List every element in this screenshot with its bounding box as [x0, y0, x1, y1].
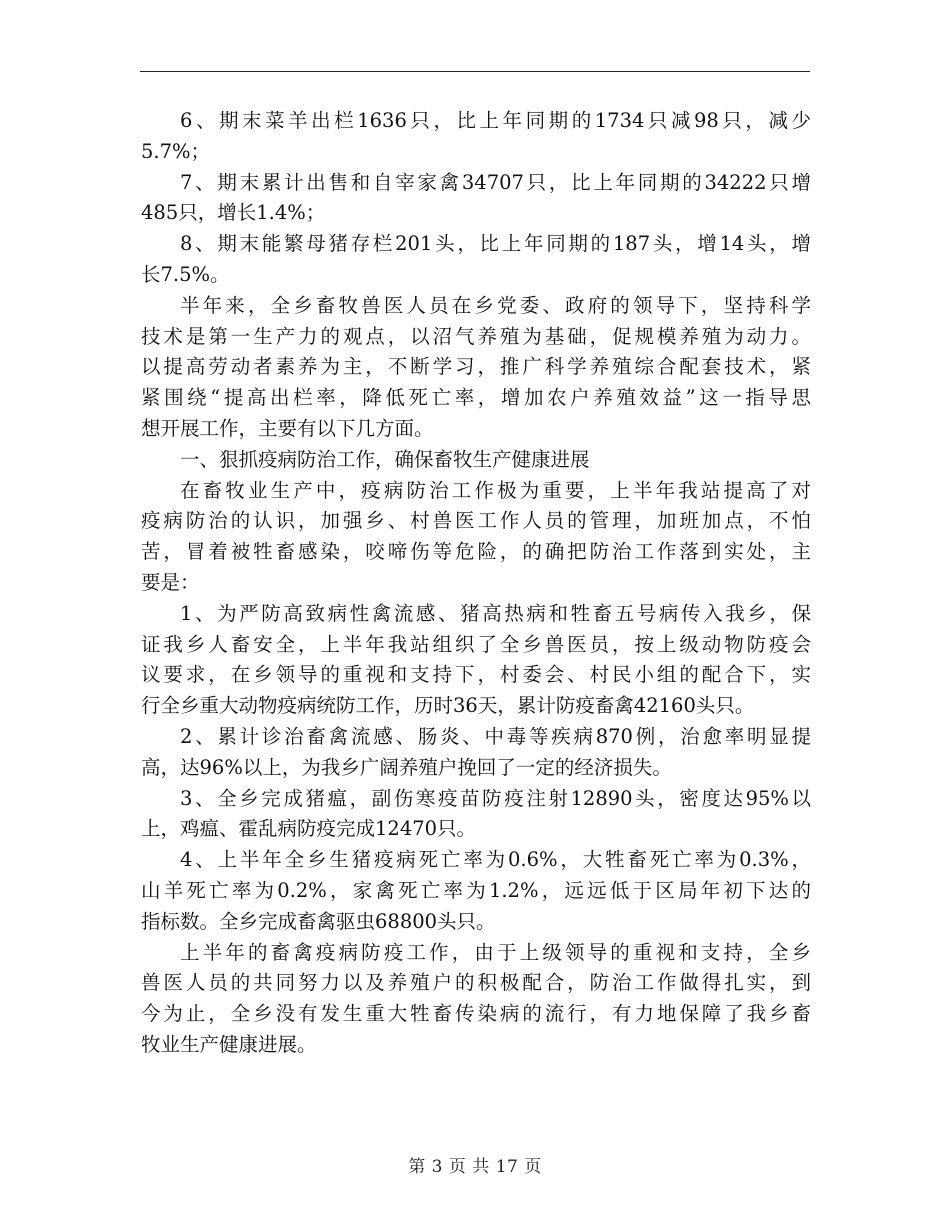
- text-line: 证我乡人畜安全，上半年我站组织了全乡兽医员，按上级动物防疫会: [141, 632, 811, 656]
- text-line: 一、狠抓疫病防治工作，确保畜牧生产健康进展: [180, 447, 590, 471]
- header-rule: [140, 71, 810, 72]
- text-line: 技术是第一生产力的观点，以沼气养殖为基础，促规模养殖为动力。: [141, 324, 811, 348]
- text-line: 指标数。全乡完成畜禽驱虫68800头只。: [141, 909, 496, 933]
- text-line: 5.7%；: [141, 139, 211, 163]
- text-line: 兽医人员的共同努力以及养殖户的积极配合，防治工作做得扎实，到: [141, 971, 811, 995]
- paragraph: [141, 938, 811, 1061]
- paragraph: [141, 291, 811, 445]
- text-line: 以提高劳动者素养为主，不断学习，推广科学养殖综合配套技术，紧: [141, 355, 811, 379]
- text-line: 长7.5%。: [141, 262, 230, 286]
- text-line: 在畜牧业生产中，疫病防治工作极为重要，上半年我站提高了对: [180, 478, 811, 502]
- text-line: 行全乡重大动物疫病统防工作，历时36天，累计防疫畜禽42160头只。: [141, 694, 755, 718]
- section-heading: [141, 445, 811, 476]
- text-line: 2、累计诊治畜禽流感、肠炎、中毒等疾病870例，治愈率明显提: [180, 724, 811, 748]
- text-line: 山羊死亡率为0.2%，家禽死亡率为1.2%，远远低于区局年初下达的: [141, 878, 811, 902]
- text-line: 3、全乡完成猪瘟，副伤寒疫苗防疫注射12890头，密度达95%以: [180, 786, 811, 810]
- document-body: [141, 106, 811, 1061]
- paragraph: [141, 722, 811, 784]
- text-line: 1、为严防高致病性禽流感、猪高热病和牲畜五号病传入我乡，保: [180, 601, 811, 625]
- text-line: 议要求，在乡领导的重视和支持下，村委会、村民小组的配合下，实: [141, 663, 811, 687]
- paragraph: [141, 229, 811, 291]
- paragraph: [141, 845, 811, 937]
- paragraph: [141, 476, 811, 599]
- text-line: 半年来，全乡畜牧兽医人员在乡党委、政府的领导下，坚持科学: [180, 293, 811, 317]
- page-number-footer: 第 3 页 共 17 页: [408, 1157, 542, 1177]
- text-line: 想开展工作，主要有以下几方面。: [141, 416, 434, 440]
- text-line: 今为止，全乡没有发生重大牲畜传染病的流行，有力地保障了我乡畜: [141, 1002, 811, 1026]
- text-line: 紧围绕“提高出栏率，降低死亡率，增加农户养殖效益”这一指导思: [141, 386, 811, 410]
- text-line: 8、期末能繁母猪存栏201头，比上年同期的187头，增14头，增: [180, 232, 811, 256]
- text-line: 苦，冒着被牲畜感染，咬啼伤等危险，的确把防治工作落到实处，主: [141, 540, 811, 564]
- text-line: 4、上半年全乡生猪疫病死亡率为0.6%，大牲畜死亡率为0.3%，: [180, 848, 811, 872]
- text-line: 上半年的畜禽疫病防疫工作，由于上级领导的重视和支持，全乡: [180, 940, 811, 964]
- paragraph: [141, 168, 811, 230]
- text-line: 上，鸡瘟、霍乱病防疫完成12470只。: [141, 817, 477, 841]
- paragraph: [141, 784, 811, 846]
- paragraph: [141, 106, 811, 168]
- text-line: 7、期末累计出售和自宰家禽34707只，比上年同期的34222只增: [180, 170, 811, 194]
- text-line: 485只，增长1.4%；: [141, 201, 326, 225]
- text-line: 牧业生产健康进展。: [141, 1032, 317, 1056]
- text-line: 疫病防治的认识，加强乡、村兽医工作人员的管理，加班加点，不怕: [141, 509, 811, 533]
- text-line: 高，达96%以上，为我乡广阔养殖户挽回了一定的经济损失。: [141, 755, 672, 779]
- text-line: 6、期末菜羊出栏1636只，比上年同期的1734只减98只，减少: [180, 109, 811, 132]
- text-line: 要是：: [141, 570, 200, 594]
- paragraph: [141, 599, 811, 722]
